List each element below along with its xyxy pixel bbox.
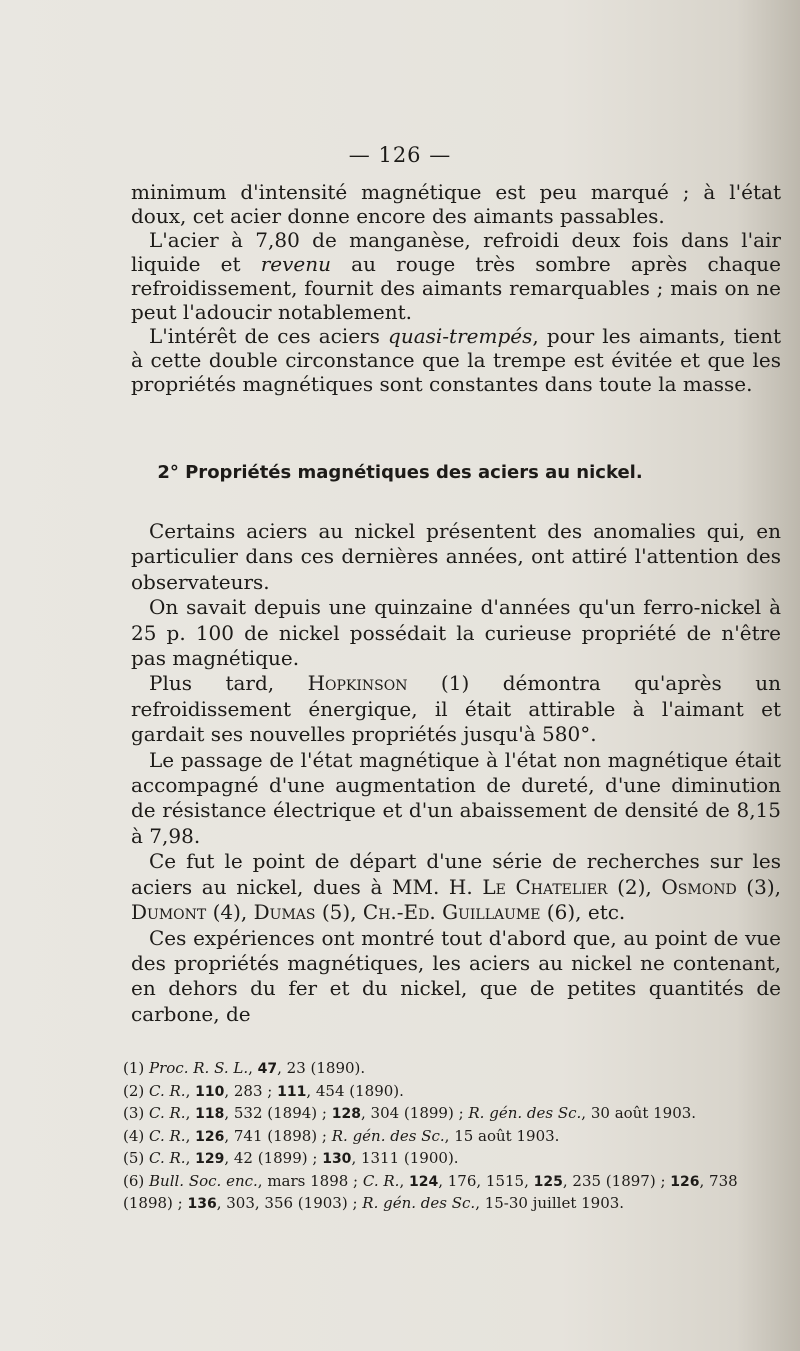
footnote-number: (6): [123, 1171, 150, 1190]
paragraph: [131, 324, 781, 396]
paragraph-text: au rouge très sombre après chaque refroidissement, fournit des aimants remarquables ; mais on ne peut l'adoucir notablement.: [131, 252, 781, 324]
paragraph-text: (5),: [315, 900, 363, 925]
paragraph-text: (6), etc.: [540, 900, 626, 925]
footnote-source: R. gén. des Sc.: [331, 1126, 445, 1145]
footnote-text: , 30 août 1903.: [581, 1104, 697, 1122]
footnote-text: , 304 (1899) ;: [360, 1104, 469, 1122]
footnote-text: , 454 (1890).: [306, 1081, 404, 1100]
author-name: Dumont: [131, 900, 207, 925]
footnote-text: , 1311 (1900).: [351, 1149, 459, 1167]
paragraph: [131, 671, 781, 747]
footnote-number: (2): [123, 1081, 150, 1100]
footnote-volume: 130: [322, 1151, 352, 1167]
paragraph: [131, 519, 781, 595]
footnote-volume: 128: [331, 1106, 361, 1122]
footnote-volume: 118: [195, 1106, 225, 1122]
footnote-text: , 23 (1890).: [277, 1059, 366, 1077]
footnote: [123, 1081, 785, 1104]
paragraph: [131, 180, 781, 228]
paragraph: [131, 748, 781, 850]
footnote-volume: 129: [195, 1151, 225, 1167]
author-name: Hopkinson: [307, 671, 408, 696]
footnote-number: (4): [123, 1126, 150, 1145]
footnote-text: ,: [185, 1126, 196, 1145]
paragraph: [131, 595, 781, 671]
paragraph-text: , pour les aimants, tient à cette double circonstance que la trempe est évitée et que les propriétés magnétiques sont constantes dans toute la masse.: [131, 324, 781, 396]
footnote-volume: 124: [408, 1173, 439, 1190]
author-name: Ch.-Ed. Guillaume: [362, 900, 541, 925]
paragraph-text: Ce fut le point de départ d'une série de recherches sur les aciers au nickel, dues à MM. H.: [131, 849, 781, 899]
footnote-text: , 235 (1897) ;: [562, 1171, 671, 1190]
footnote-volume: 47: [257, 1061, 278, 1077]
footnote-text: , 15 août 1903.: [444, 1126, 560, 1145]
paragraph-text: Plus tard,: [149, 671, 308, 696]
emphasis-text: revenu: [260, 252, 332, 276]
paragraph: [131, 926, 781, 1028]
footnote-source: C. R.: [149, 1126, 186, 1145]
footnote-source: C. R.: [362, 1171, 400, 1190]
footnote-source: R. gén. des Sc.: [362, 1194, 476, 1212]
footnote-source: C. R.: [149, 1081, 186, 1100]
footnote-source: C. R.: [149, 1104, 186, 1122]
paragraph-text: L'acier à 7,80 de manganèse, refroidi deux fois dans l'air liquide et: [131, 228, 781, 276]
footnote: [123, 1126, 785, 1149]
footnote-volume: 111: [277, 1083, 307, 1100]
footnote-text: , 741 (1898) ;: [224, 1126, 332, 1145]
author-name: Osmond: [661, 874, 737, 899]
paragraph-text: Ces expériences ont montré tout d'abord que, au point de vue des propriétés magnétiques, les aciers au nickel ne contenant, en dehors du fer et du nickel, que de petites quantités de carbone, de: [131, 925, 781, 1026]
paragraph-text: Certains aciers au nickel présentent des anomalies qui, en particulier dans ces dernières années, ont attiré l'attention des observateurs.: [131, 519, 781, 594]
paragraph-text: (2),: [607, 874, 662, 899]
paragraph-text: (4),: [206, 900, 254, 925]
footnote-volume: 125: [533, 1173, 563, 1190]
section-heading: 2° Propriétés magnétiques des aciers au nickel.: [157, 462, 643, 483]
footnote-text: ,: [399, 1171, 409, 1190]
footnote-text: , 176, 1515,: [438, 1171, 534, 1190]
footnote: [123, 1058, 785, 1081]
footnote-text: ,: [185, 1149, 196, 1167]
footnote-volume: 110: [195, 1083, 225, 1100]
footnote: [123, 1103, 785, 1126]
footnote-text: ,: [248, 1059, 258, 1077]
footnote-text: , 738 (1898) ;: [123, 1171, 738, 1212]
footnote: [123, 1148, 785, 1171]
text-block-main: [131, 519, 781, 1027]
paragraph: [131, 228, 781, 324]
footnote-source: R. gén. des Sc.: [468, 1104, 582, 1122]
page-number: — 126 —: [348, 143, 452, 167]
paragraph-text: (3),: [736, 874, 781, 899]
footnote-source: Bull. Soc. enc.: [149, 1171, 258, 1190]
footnote-number: (5): [123, 1149, 150, 1167]
footnote-volume: 126: [670, 1173, 700, 1190]
footnote-text: , 532 (1894) ;: [224, 1104, 332, 1122]
footnote-text: ,: [185, 1104, 196, 1122]
emphasis-text: quasi-trempés: [388, 324, 533, 348]
paragraph-text: (1) démontra qu'après un refroidissement énergique, il était attirable à l'aimant et gardait ses nouvelles propriétés jusqu'à 580°.: [131, 671, 781, 747]
paragraph: [131, 849, 781, 925]
author-name: Dumas: [253, 900, 316, 925]
paragraph-text: minimum d'intensité magnétique est peu marqué ; à l'état doux, cet acier donne encore des aimants passables.: [131, 180, 781, 228]
paragraph-text: On savait depuis une quinzaine d'années qu'un ferro-nickel à 25 p. 100 de nickel possédait la curieuse propriété de n'être pas magnétique.: [131, 595, 781, 671]
text-block-top: [131, 180, 781, 396]
footnote-text: , 15-30 juillet 1903.: [475, 1194, 625, 1212]
footnote-number: (1): [123, 1059, 150, 1077]
footnote-source: Proc. R. S. L.: [149, 1059, 249, 1077]
footnote-text: ,: [185, 1081, 196, 1100]
footnote: [123, 1171, 785, 1216]
footnote-text: , 283 ;: [224, 1081, 278, 1100]
paragraph-text: L'intérêt de ces aciers: [149, 324, 389, 348]
footnote-source: C. R.: [149, 1149, 186, 1167]
paragraph-text: Le passage de l'état magnétique à l'état non magnétique était accompagné d'une augmentation de dureté, d'une diminution de résistance électrique et d'un abaissement de densité de 8,15 à 7,98.: [131, 747, 781, 848]
footnotes: [123, 1058, 785, 1216]
footnote-number: (3): [123, 1104, 150, 1122]
footnote-text: , 303, 356 (1903) ;: [216, 1194, 363, 1212]
footnote-volume: 126: [195, 1128, 225, 1145]
footnote-text: , 42 (1899) ;: [224, 1149, 323, 1167]
footnote-volume: 136: [187, 1196, 217, 1212]
footnote-text: , mars 1898 ;: [257, 1171, 363, 1190]
author-name: Le Chatelier: [482, 874, 608, 899]
